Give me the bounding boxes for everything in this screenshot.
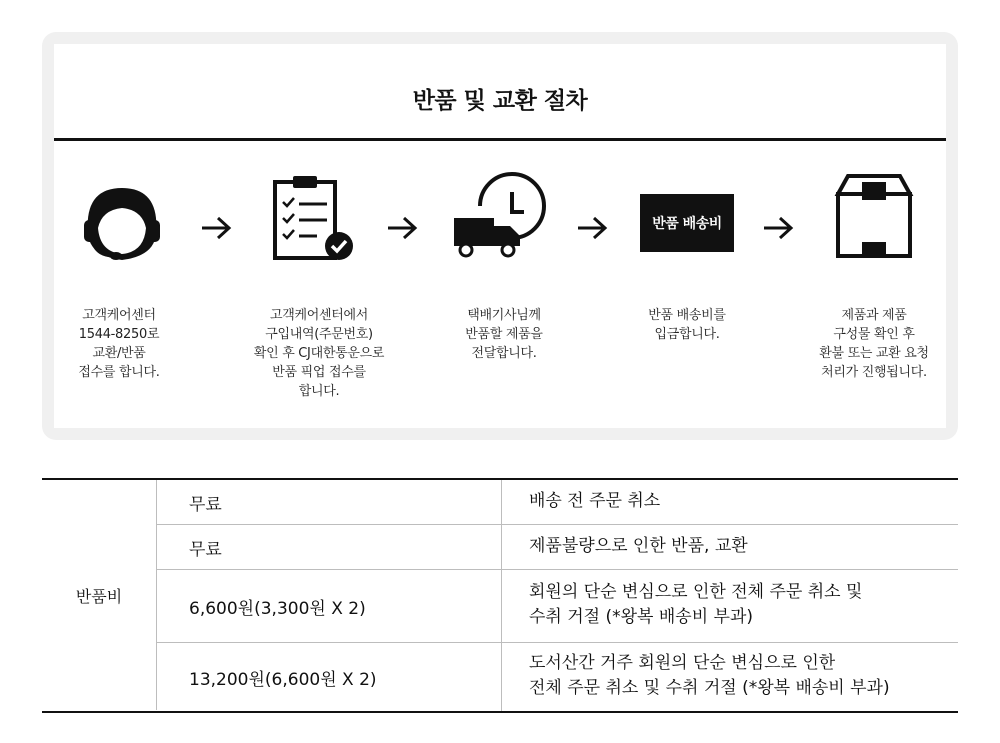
box-icon (832, 172, 916, 262)
fee-amount: 무료 (189, 540, 222, 560)
return-exchange-procedure-card (42, 32, 958, 440)
fee-category-label: 반품비 (75, 586, 123, 606)
fee-description (529, 534, 748, 559)
step-1-text: 고객케어센터 1544-8250로 교환/반품 접수를 합니다. (78, 308, 160, 380)
procedure-panel (54, 44, 946, 428)
step-5-text: 제품과 제품 구성물 확인 후 환불 또는 교환 요청 처리가 진행됩니다. (819, 308, 929, 380)
table-row (42, 525, 958, 570)
step-4-text: 반품 배송비를 입금합니다. (648, 308, 726, 342)
fee-description-line: 배송 전 주문 취소 (529, 491, 661, 511)
arrow-right-icon (762, 216, 796, 240)
fee-description-line: 수취 거절 (*왕복 배송비 부과) (529, 607, 754, 627)
fee-description-line: 제품불량으로 인한 반품, 교환 (529, 536, 748, 556)
fee-description (529, 489, 660, 514)
fee-description-line: 전체 주문 취소 및 수취 거절 (*왕복 배송비 부과) (529, 678, 890, 698)
fee-description-line: 회원의 단순 변심으로 인한 전체 주문 취소 및 (529, 582, 863, 602)
return-fee-table (42, 478, 958, 713)
clipboard-checklist-icon (269, 174, 359, 264)
page-title: 반품 및 교환 절차 (412, 88, 588, 114)
headset-agent-icon (84, 184, 160, 264)
table-row (42, 643, 958, 711)
arrow-right-icon (576, 216, 610, 240)
step-3-text: 택배기사님께 반품할 제품을 전달합니다. (465, 308, 543, 361)
fee-category-cell (42, 480, 157, 710)
arrow-right-icon (200, 216, 234, 240)
fee-description-line: 도서산간 거주 회원의 단순 변심으로 인한 (529, 653, 836, 673)
fee-description (529, 651, 890, 701)
title-divider (54, 138, 946, 141)
fee-amount: 무료 (189, 495, 222, 515)
arrow-right-icon (386, 216, 420, 240)
delivery-truck-clock-icon (450, 170, 548, 262)
table-row (42, 570, 958, 643)
fee-amount: 13,200원(6,600원 X 2) (189, 670, 377, 690)
shipping-fee-badge: 반품 배송비 (640, 194, 734, 252)
table-row (42, 480, 958, 525)
fee-amount: 6,600원(3,300원 X 2) (189, 599, 366, 619)
fee-description (529, 580, 862, 630)
step-2-text: 고객케어센터에서 구입내역(주문번호) 확인 후 CJ대한통운으로 반품 픽업 접수를 합니다. (253, 308, 385, 399)
